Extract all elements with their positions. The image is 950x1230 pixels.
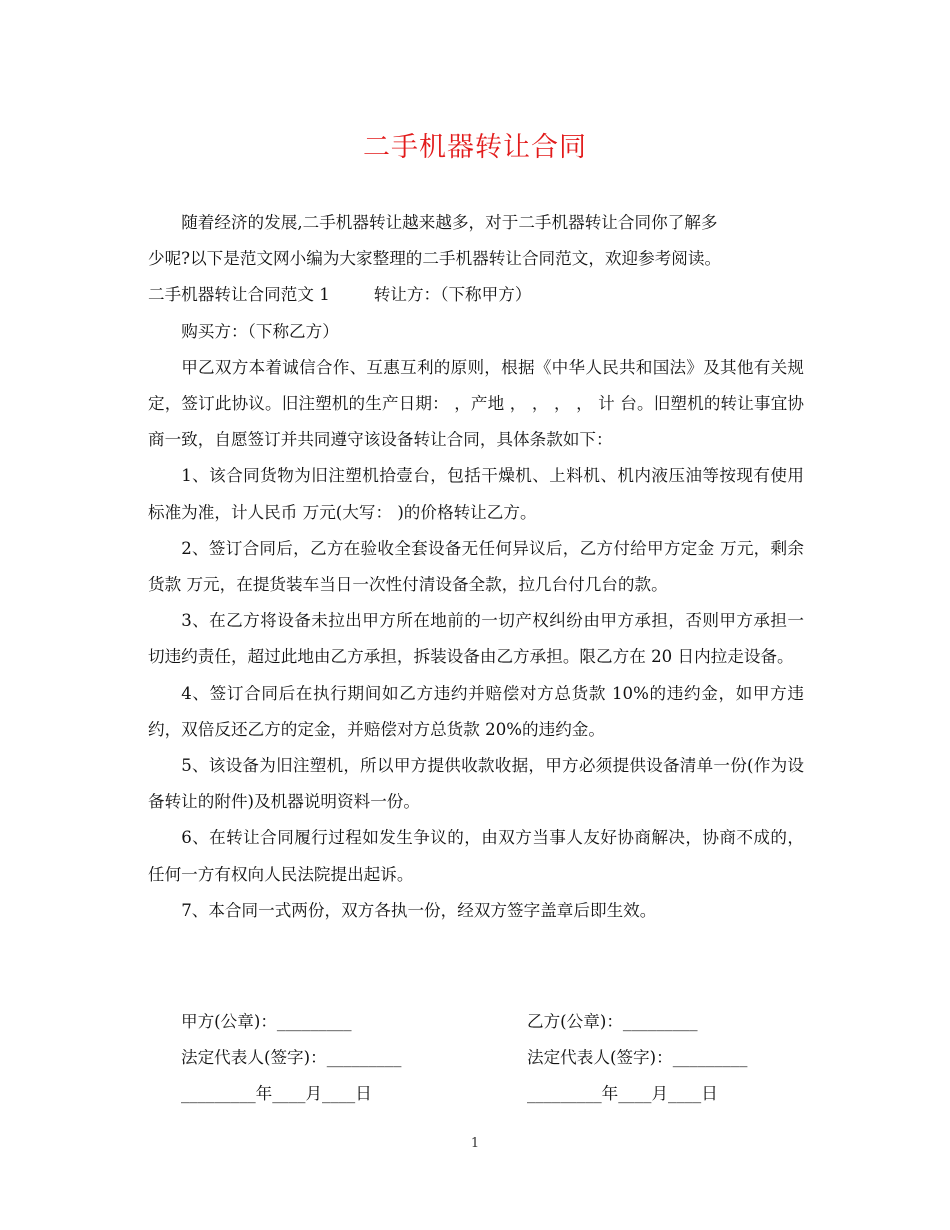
sample-heading: 二手机器转让合同范文 1	[148, 285, 330, 305]
clause-5: 5、该设备为旧注塑机，所以甲方提供收款收据，甲方必须提供设备清单一份(作为设备转让的附件)及机器说明资料一份。	[148, 756, 804, 812]
party-b-seal: 乙方(公章)：_________	[527, 1012, 698, 1031]
clause-3: 3、在乙方将设备未拉出甲方所在地前的一切产权纠纷由甲方承担，否则甲方承担一切违约责任，超过此地由乙方承担，拆装设备由乙方承担。限乙方在 20 日内拉走设备。	[148, 611, 804, 667]
clause-4: 4、签订合同后在执行期间如乙方违约并赔偿对方总货款 10%的违约金，如甲方违约，双倍反还乙方的定金，并赔偿对方总货款 20%的违约金。	[148, 683, 804, 739]
intro-line-2: 少呢?以下是范文网小编为大家整理的二手机器转让合同范文，欢迎参考阅读。	[148, 249, 722, 269]
sample-heading-row	[148, 277, 804, 313]
buyer-label: 购买方：（下称乙方）	[181, 321, 339, 341]
party-a-representative: 法定代表人(签字)：_________	[181, 1048, 402, 1067]
document-title: 二手机器转让合同	[363, 132, 587, 163]
party-a-date: _________年____月____日	[181, 1084, 372, 1103]
clause-1: 1、该合同货物为旧注塑机拾壹台，包括干燥机、上料机、机内液压油等按现有使用标准为准，计人民币 万元(大写： )的价格转让乙方。	[148, 466, 804, 522]
preamble-paragraph: 甲乙双方本着诚信合作、互惠互利的原则，根据《中华人民共和国法》及其他有关规定，签订此协议。旧注塑机的生产日期： ，产地 ， ， ， ， 计 台。旧塑机的转让事宜协商一致，自愿签订并共同遵守该设备转让合同，具体条款如下：	[148, 357, 804, 450]
page-number: 1	[470, 1136, 480, 1151]
clause-6: 6、在转让合同履行过程如发生争议的，由双方当事人友好协商解决，协商不成的，任何一方有权向人民法院提出起诉。	[148, 828, 804, 884]
party-b-representative: 法定代表人(签字)：_________	[527, 1048, 748, 1067]
clause-2: 2、签订合同后，乙方在验收全套设备无任何异议后，乙方付给甲方定金 万元，剩余货款 万元，在提货装车当日一次性付清设备全款，拉几台付几台的款。	[148, 538, 804, 595]
signature-block	[148, 1004, 804, 1114]
party-b-date: _________年____月____日	[527, 1084, 718, 1103]
document-body	[148, 205, 804, 929]
transferor-label: 转让方：（下称甲方）	[373, 285, 532, 305]
intro-line-1: 随着经济的发展,二手机器转让越来越多，对于二手机器转让合同你了解多	[181, 213, 718, 232]
party-a-seal: 甲方(公章)：_________	[181, 1012, 352, 1031]
clause-7: 7、本合同一式两份，双方各执一份，经双方签字盖章后即生效。	[181, 900, 657, 920]
